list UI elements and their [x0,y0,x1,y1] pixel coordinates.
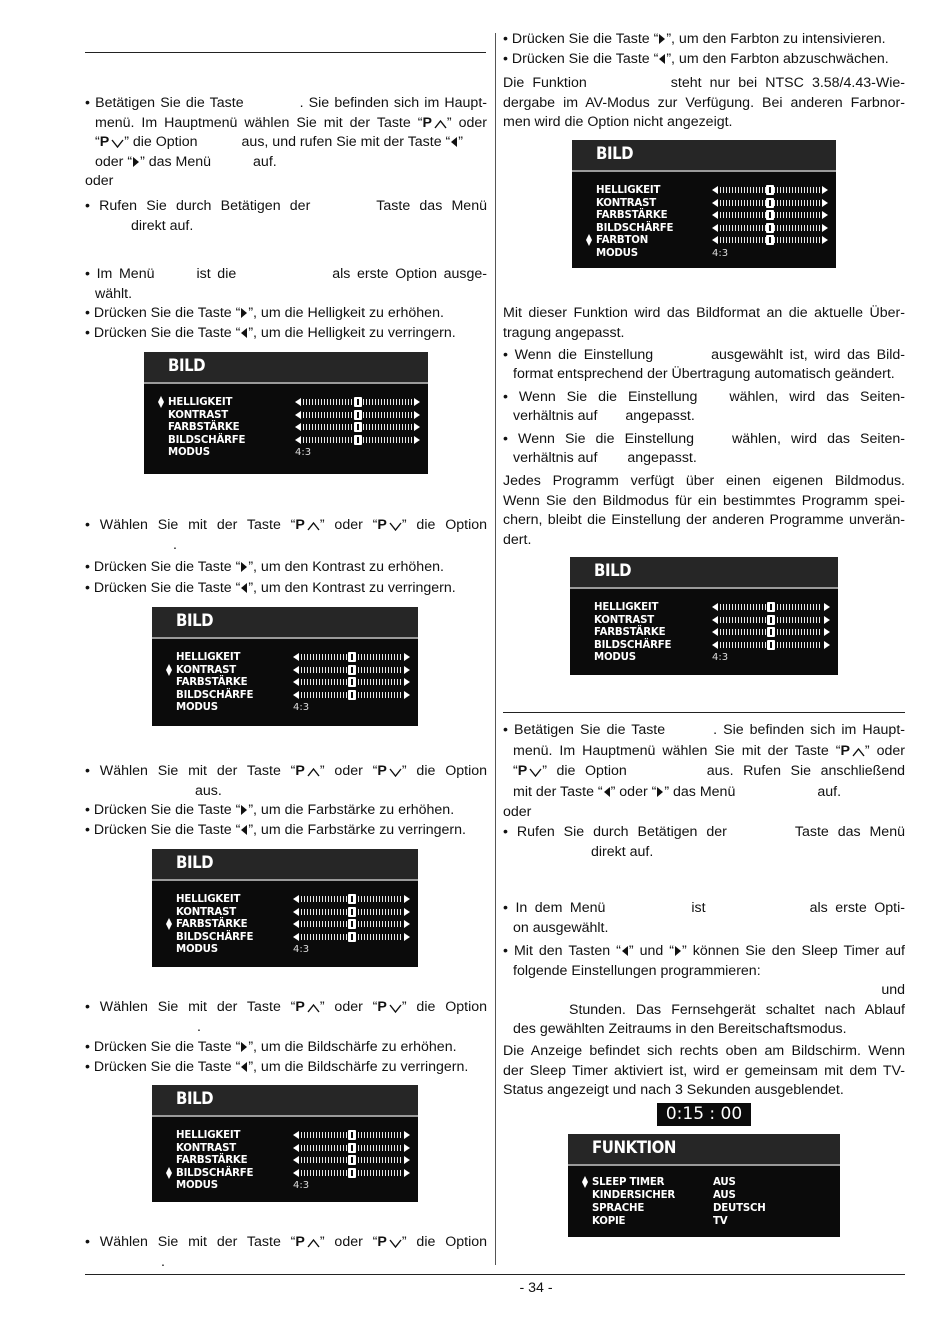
selection-marker-icon [166,664,172,676]
right-funktion-intro: • Betätigen Sie die Taste . Sie befinden sich im Haupt- menü. Im Hauptmenü wählen Sie mit der Taste “P ” oder “P ” die Option aus. Rufen Sie anschließend mit der Taste “ ” oder “ ” das Menü auf. oder [503,722,905,820]
left-arrow-icon [659,54,665,64]
slider-right-arrow-icon [824,616,830,624]
slider-knob [348,652,356,662]
selection-marker-icon [582,1176,588,1188]
osd-item-0: HELLIGKEIT [594,602,659,613]
osd-item-sprache: SPRACHE [592,1203,645,1214]
left-bullet-select-modus: • Wählen Sie mit der Taste “P ” oder “P ” die Option . [85,1234,488,1270]
slider-knob [767,640,775,650]
slider-left-arrow-icon [293,1131,299,1139]
slider-left-arrow-icon [295,423,301,431]
osd-slider [293,676,410,689]
left-arrow-icon [241,825,247,835]
slider-left-arrow-icon [712,236,718,244]
slider-knob [766,198,774,208]
slider-knob [348,1155,356,1165]
osd-item-modus: MODUS [176,944,218,955]
selection-marker-icon [158,396,164,408]
osd-value-modus: 4:3 [293,944,310,955]
slider-right-arrow-icon [404,1144,410,1152]
chevron-down-icon [529,767,542,777]
right-arrow-icon [133,157,139,167]
osd-bild-menu-kontrast [152,607,418,726]
chevron-down-icon [389,767,402,777]
osd-item-2: FARBSTÄRKE [168,422,240,433]
osd-item-1: KONTRAST [176,907,236,918]
osd-slider [295,421,420,434]
slider-right-arrow-icon [414,423,420,431]
slider-left-arrow-icon [712,224,718,232]
osd-slider [712,234,828,247]
slider-knob [348,1130,356,1140]
right-format-intro: Mit dieser Funktion wird das Bildformat an die aktuelle Über- tragung angepasst. [503,305,905,341]
right-arrow-icon [241,805,247,815]
right-bildmodus-note: Jedes Programm verfügt über einen eigenen Bildmodus. Wenn Sie den Bildmodus für ein bestimmtes Programm spei- chern, bleibt die Einstellung der anderen Programme unverän- dert. [503,473,905,548]
osd-bild-menu-farbton [572,140,836,268]
chevron-up-icon [307,1003,320,1013]
osd-value-sprache: DEUTSCH [713,1203,766,1214]
osd-slider [712,209,828,222]
right-arrow-icon [241,1042,247,1052]
osd-slider [293,893,410,906]
osd-item-3: BILDSCHÄRFE [176,932,254,943]
slider-knob [354,422,362,432]
osd-value-kopie: TV [713,1216,728,1227]
osd-item-3: BILDSCHÄRFE [168,435,246,446]
slider-knob [348,1143,356,1153]
osd-title: BILD [176,853,214,873]
osd-bild-menu-helligkeit [144,352,428,474]
slider-right-arrow-icon [404,1131,410,1139]
chevron-down-icon [389,1238,402,1248]
slider-knob [348,894,356,904]
osd-item-modus: MODUS [168,447,210,458]
slider-right-arrow-icon [822,186,828,194]
osd-item-1: KONTRAST [596,198,656,209]
osd-slider [293,1154,410,1167]
chevron-down-icon [111,138,124,148]
selection-marker-icon [166,918,172,930]
osd-item-1: KONTRAST [176,1143,236,1154]
chevron-up-icon [434,119,447,129]
osd-slider [712,639,830,652]
selection-marker-icon [166,1167,172,1179]
osd-title: BILD [596,144,634,164]
slider-right-arrow-icon [824,603,830,611]
osd-item-2: FARBSTÄRKE [594,627,666,638]
left-bullet-direct: • Rufen Sie durch Betätigen der Taste das Menü direkt auf. [85,198,487,234]
slider-right-arrow-icon [404,1169,410,1177]
right-farbton-keys: • Drücken Sie die Taste “ ”, um den Farbton zu intensivieren. • Drücken Sie die Taste “ ”, um den Farbton abzuschwächen. [503,31,889,67]
slider-right-arrow-icon [404,920,410,928]
osd-item-0: HELLIGKEIT [176,894,241,905]
slider-right-arrow-icon [414,411,420,419]
slider-knob [766,185,774,195]
osd-slider [295,434,420,447]
osd-item-modus: MODUS [176,1180,218,1191]
left-arrow-icon [241,1062,247,1072]
column-divider [495,33,496,1265]
slider-right-arrow-icon [404,895,410,903]
slider-right-arrow-icon [824,628,830,636]
chevron-up-icon [852,747,865,757]
slider-right-arrow-icon [404,908,410,916]
slider-right-arrow-icon [404,933,410,941]
osd-item-1: KONTRAST [168,410,228,421]
osd-item-3: BILDSCHÄRFE [594,640,672,651]
osd-item-0: HELLIGKEIT [176,652,241,663]
slider-right-arrow-icon [414,398,420,406]
slider-right-arrow-icon [404,691,410,699]
slider-left-arrow-icon [293,1144,299,1152]
osd-value-modus: 4:3 [712,652,729,663]
osd-slider [293,1129,410,1142]
osd-bild-menu-farbstaerke [152,849,418,967]
osd-item-modus: MODUS [596,248,638,259]
osd-slider [293,651,410,664]
slider-left-arrow-icon [293,691,299,699]
slider-right-arrow-icon [822,211,828,219]
slider-knob [767,615,775,625]
osd-slider [293,931,410,944]
slider-right-arrow-icon [824,641,830,649]
osd-value-modus: 4:3 [295,447,312,458]
osd-title: BILD [176,1089,214,1109]
slider-knob [354,397,362,407]
osd-bild-menu-bildschaerfe [152,1085,418,1202]
right-arrow-icon [657,787,663,797]
osd-item-3: BILDSCHÄRFE [176,1168,254,1179]
slider-knob [354,410,362,420]
sleep-timer-display: 0:15 : 00 [657,1103,751,1126]
slider-knob [348,932,356,942]
page-number: - 34 - [519,1280,553,1296]
osd-slider [712,184,828,197]
osd-item-0: HELLIGKEIT [168,397,233,408]
osd-item-1: KONTRAST [594,615,654,626]
slider-knob [348,919,356,929]
osd-slider [295,396,420,409]
slider-knob [348,665,356,675]
left-arrow-icon [604,787,610,797]
slider-left-arrow-icon [712,616,718,624]
slider-left-arrow-icon [712,186,718,194]
right-arrow-icon [241,308,247,318]
slider-left-arrow-icon [293,895,299,903]
slider-left-arrow-icon [295,411,301,419]
osd-item-sleep-timer: SLEEP TIMER [592,1177,665,1188]
left-bildschaerfe-keys: • Drücken Sie die Taste “ ”, um die Bildschärfe zu erhöhen. • Drücken Sie die Taste “ ”, um die Bildschärfe zu verringern. [85,1039,469,1075]
right-format-bullets: • Wenn die Einstellung ausgewählt ist, wird das Bild- format entsprechend der Übertragung automatisch geändert. • Wenn Sie die Einstellung wählen, wird das Seiten- verhältnis auf angepasst. • Wenn Sie die Einstellung wählen, wird das Seiten- verhältnis auf angepasst. [503,347,906,466]
slider-knob [767,627,775,637]
slider-knob [348,907,356,917]
slider-knob [348,1168,356,1178]
slider-left-arrow-icon [293,920,299,928]
slider-left-arrow-icon [712,199,718,207]
right-anzeige-note: Die Anzeige befindet sich rechts oben am Bildschirm. Wenn der Sleep Timer aktiviert ist, wird er gemeinsam mit dem TV- Status angezeigt und nach 3 Sekunden ausgeblendet. [503,1043,905,1098]
left-arrow-icon [241,328,247,338]
osd-item-3: BILDSCHÄRFE [176,690,254,701]
osd-item-kindersicher: KINDERSICHER [592,1190,676,1201]
osd-value-modus: 4:3 [712,248,729,259]
osd-slider [293,689,410,702]
osd-item-modus: MODUS [594,652,636,663]
osd-item-2: FARBSTÄRKE [176,1155,248,1166]
chevron-up-icon [307,767,320,777]
slider-right-arrow-icon [822,224,828,232]
osd-title: BILD [168,356,206,376]
right-funktion-sleep: • In dem Menü ist als erste Opti- on ausgewählt. • Mit den Tasten “ ” und “ ” können Sie den Sleep Timer auf folgende Einstellungen programmieren: und Stunden. Das Fernsehgerät schaltet nach Ablauf des gewählten Zeitraums in den Bereitschaftsmodus. [503,900,905,1037]
chevron-down-icon [389,1003,402,1013]
osd-value-modus: 4:3 [293,702,310,713]
slider-left-arrow-icon [293,1156,299,1164]
right-arrow-icon [675,946,681,956]
slider-left-arrow-icon [712,641,718,649]
slider-left-arrow-icon [295,398,301,406]
slider-right-arrow-icon [822,236,828,244]
slider-right-arrow-icon [822,199,828,207]
left-bullet-select-bildschaerfe: • Wählen Sie mit der Taste “P ” oder “P ” die Option . [85,999,488,1035]
slider-right-arrow-icon [404,666,410,674]
osd-slider [712,601,830,614]
slider-right-arrow-icon [404,1156,410,1164]
left-kontrast-keys: • Drücken Sie die Taste “ ”, um den Kontrast zu erhöhen. • Drücken Sie die Taste “ ”, um den Kontrast zu verringern. [85,559,456,596]
slider-left-arrow-icon [293,1169,299,1177]
left-bullet-select-kontrast: • Wählen Sie mit der Taste “P ” oder “P ” die Option . [85,517,488,553]
slider-knob [767,602,775,612]
right-funktion-direct: • Rufen Sie durch Betätigen der Taste das Menü direkt auf. [503,824,905,860]
slider-right-arrow-icon [404,678,410,686]
slider-right-arrow-icon [404,653,410,661]
right-section-rule [503,712,905,713]
osd-title: BILD [594,561,632,581]
left-bullet-hauptmenu: • Betätigen Sie die Taste . Sie befinden sich im Haupt- menü. Im Hauptmenü wählen Sie mit der Taste “P ” oder “P ” die Option aus, und rufen Sie mit der Taste “ ” oder “ ” das Menü auf. oder [85,95,487,189]
slider-left-arrow-icon [712,603,718,611]
osd-value-sleep-timer: AUS [713,1177,736,1188]
right-arrow-icon [659,34,665,44]
right-arrow-icon [241,562,247,572]
slider-left-arrow-icon [293,678,299,686]
osd-item-farbton: FARBTON [596,235,649,246]
slider-knob [354,435,362,445]
osd-title: FUNKTION [592,1138,676,1158]
slider-right-arrow-icon [414,436,420,444]
slider-knob [348,690,356,700]
osd-value-modus: 4:3 [293,1180,310,1191]
osd-title: BILD [176,611,214,631]
slider-knob [348,677,356,687]
chevron-up-icon [307,1238,320,1248]
osd-item-2: FARBSTÄRKE [176,677,248,688]
selection-marker-icon [586,234,592,246]
osd-item-3: BILDSCHÄRFE [596,223,674,234]
slider-left-arrow-icon [293,653,299,661]
osd-slider [293,1167,410,1180]
slider-left-arrow-icon [712,628,718,636]
footer-rule [85,1274,905,1275]
osd-funktion-menu [568,1134,840,1237]
osd-bild-menu-modus [570,557,838,675]
left-header-rule [85,52,486,53]
slider-left-arrow-icon [293,933,299,941]
osd-item-modus: MODUS [176,702,218,713]
left-bullet-select-farbstaerke: • Wählen Sie mit der Taste “P ” oder “P ” die Option aus. • Drücken Sie die Taste “ ”, um die Farbstärke zu erhöhen. • Drücken Sie die Taste “ ”, um die Farbstärke zu verringern. [85,763,488,838]
slider-left-arrow-icon [293,908,299,916]
slider-left-arrow-icon [293,666,299,674]
slider-knob [766,235,774,245]
osd-item-0: HELLIGKEIT [596,185,661,196]
osd-slider [293,918,410,931]
slider-knob [766,223,774,233]
osd-value-kindersicher: AUS [713,1190,736,1201]
osd-item-2: FARBSTÄRKE [176,919,248,930]
left-arrow-icon [241,583,247,593]
osd-item-0: HELLIGKEIT [176,1130,241,1141]
osd-item-kopie: KOPIE [592,1216,626,1227]
chevron-up-icon [307,521,320,531]
left-arrow-icon [622,946,628,956]
slider-left-arrow-icon [295,436,301,444]
chevron-down-icon [389,521,402,531]
left-arrow-icon [451,137,457,147]
slider-knob [766,210,774,220]
osd-slider [712,626,830,639]
osd-item-2: FARBSTÄRKE [596,210,668,221]
slider-left-arrow-icon [712,211,718,219]
right-ntsc-note: Die Funktion steht nur bei NTSC 3.58/4.43-Wie- dergabe im AV-Modus zur Verfügung. Bei anderen Farbnor- men wird die Option nicht angezeigt. [503,75,905,130]
osd-item-1: KONTRAST [176,665,236,676]
left-bullet-im-menu: • Im Menü ist die als erste Option ausge- wählt. • Drücken Sie die Taste “ ”, um die Helligkeit zu erhöhen. • Drücken Sie die Taste “ ”, um die Helligkeit zu verringern. [85,266,488,341]
